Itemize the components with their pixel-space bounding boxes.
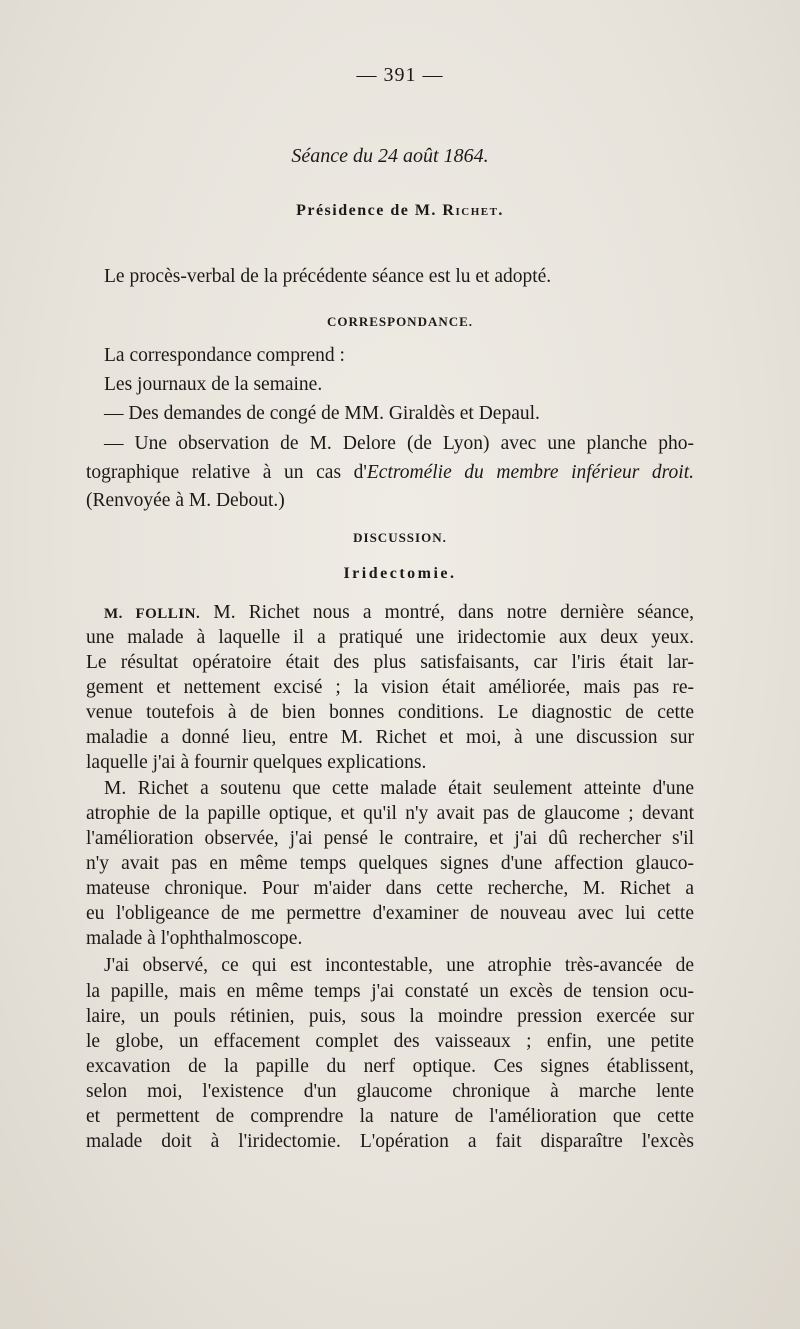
correspondance-line-4: — Une observation de M. Delore (de Lyon) avec une planche pho- <box>104 433 694 454</box>
body-p2-line-2: atrophie de la papille optique, et qu'il n'y avait pas de glaucome ; devant <box>86 803 694 824</box>
body-p2-line-1: M. Richet a soutenu que cette malade était seulement atteinte d'une <box>104 778 694 799</box>
body-p2-line-5: mateuse chronique. Pour m'aider dans cette recherche, M. Richet a <box>86 878 694 899</box>
body-p3-line-6: selon moi, l'existence d'un glaucome chronique à marche lente <box>86 1081 694 1102</box>
body-p3-line-3: laire, un pouls rétinien, puis, sous la moindre pression exercée sur <box>86 1006 694 1027</box>
minutes-line: Le procès-verbal de la précédente séance est lu et adopté. <box>104 266 552 287</box>
body-p3-line-4: le globe, un effacement complet des vaisseaux ; enfin, une petite <box>86 1031 694 1052</box>
body-p3-line-2: la papille, mais en même temps j'ai constaté un excès de tension ocu- <box>86 981 694 1002</box>
body-p1-line-3: Le résultat opératoire était des plus satisfaisants, car l'iris était lar- <box>86 652 694 673</box>
body-p1-line-1-text: M. Richet nous a montré, dans notre dernière séance, <box>213 602 694 623</box>
presidence-line <box>0 202 800 220</box>
president-name: Richet. <box>442 202 504 219</box>
body-p3-line-7: et permettent de comprendre la nature de l'amélioration que cette <box>86 1106 694 1127</box>
correspondance-heading: CORRESPONDANCE. <box>326 314 474 329</box>
speaker-name: M. FOLLIN. <box>104 606 201 622</box>
page-number: — 391 — <box>356 64 444 86</box>
session-date: 24 août 1864. <box>378 145 489 167</box>
correspondance-line-6: (Renvoyée à M. Debout.) <box>86 490 285 511</box>
body-p1-line-5: venue toutefois à de bien bonnes conditions. Le diagnostic de cette <box>86 702 694 723</box>
discussion-heading: DISCUSSION. <box>353 530 447 545</box>
body-p1-line-7: laquelle j'ai à fournir quelques explications. <box>86 752 427 773</box>
correspondance-line-2: Les journaux de la semaine. <box>104 374 323 395</box>
correspondance-line-1: La correspondance comprend : <box>104 345 345 366</box>
topic-heading: Iridectomie. <box>343 565 457 582</box>
body-p1-line-4: gement et nettement excisé ; la vision était améliorée, mais pas re- <box>86 677 694 698</box>
correspondance-line-5 <box>86 460 694 485</box>
session-title <box>0 145 780 168</box>
correspondance-line-5-text: tographique relative à un cas d' <box>86 462 367 483</box>
body-p1-line-6: maladie a donné lieu, entre M. Richet et moi, à une discussion sur <box>86 727 694 748</box>
body-p2-line-3: l'amélioration observée, j'ai pensé le contraire, et j'ai dû rechercher s'il <box>86 828 694 849</box>
correspondance-line-3: — Des demandes de congé de MM. Giraldès et Depaul. <box>104 403 540 424</box>
body-p1-line-2: une malade à laquelle il a pratiqué une iridectomie aux deux yeux. <box>86 627 694 648</box>
body-p2-line-7: malade à l'ophthalmoscope. <box>86 928 303 949</box>
body-p3-line-8: malade doit à l'iridectomie. L'opération a fait disparaître l'excès <box>86 1131 694 1152</box>
body-p2-line-6: eu l'obligeance de me permettre d'examiner de nouveau avec lui cette <box>86 903 694 924</box>
presidence-prefix: Présidence de M. <box>296 202 443 219</box>
body-p3-line-1: J'ai observé, ce qui est incontestable, une atrophie très-avancée de <box>104 955 694 976</box>
correspondance-line-5-italic: Ectromélie du membre inférieur droit. <box>366 462 694 483</box>
body-p3-line-5: excavation de la papille du nerf optique. Ces signes établissent, <box>86 1056 694 1077</box>
body-p1-line-1 <box>104 600 694 627</box>
session-prefix: Séance du <box>291 145 379 167</box>
body-p2-line-4: n'y avait pas en même temps quelques signes d'une affection glauco- <box>86 853 694 874</box>
